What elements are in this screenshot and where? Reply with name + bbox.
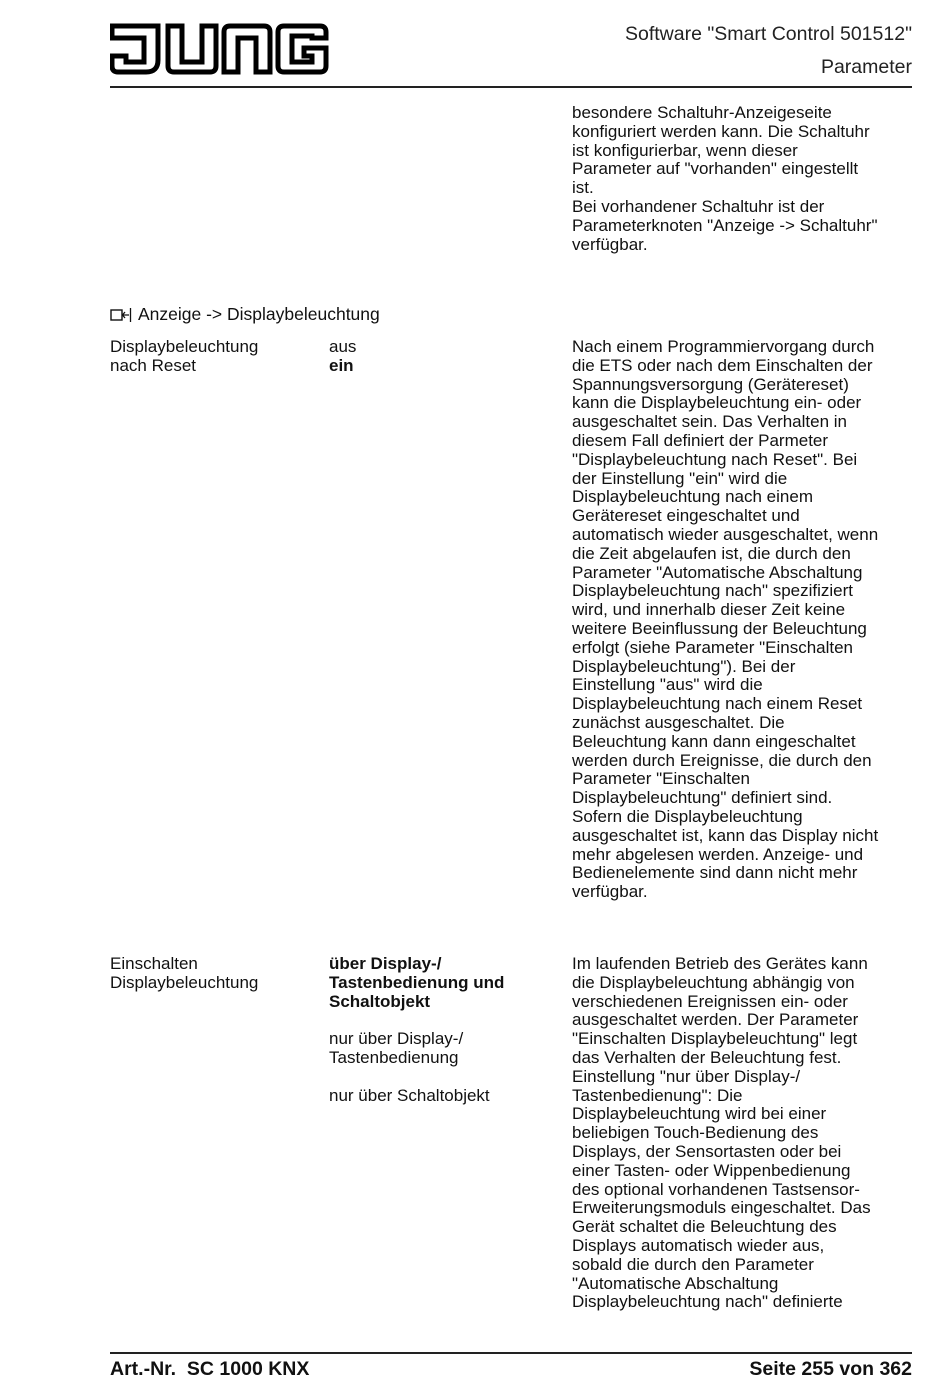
parameter-options: [329, 955, 559, 1124]
parameter-node-icon: [110, 307, 132, 323]
jung-logo: [110, 22, 330, 76]
section-heading: [110, 304, 380, 325]
intro-paragraph: besondere Schaltuhr-Anzeigeseite konfiguriert werden kann. Die Schaltuhr ist konfigurierbar, wenn dieser Parameter auf "vorhanden" eingestellt ist. Bei vorhandener Schaltuhr ist der Parameterknoten "Anzeige -> Schaltuhr" verfügbar.: [572, 103, 878, 254]
parameter-description: Nach einem Programmiervorgang durch die ETS oder nach dem Einschalten der Spannungsversorgung (Gerätereset) kann die Displaybeleuchtung ein- oder ausgeschaltet sein. Das Verhalten in diesem Fall definiert der Parmeter "Displaybeleuchtung nach Reset". Bei der Einstellung "ein" wird die Displaybeleuchtung nach einem Gerätereset eingeschaltet und automatisch wieder ausgeschaltet, wenn die Zeit abgelaufen ist, die durch den Parameter "Automatische Abschaltung Displaybeleuchtung nach" spezifiziert wird, und innerhalb dieser Zeit keine weitere Beeinflussung der Beleuchtung erfolgt (siehe Parameter "Einschalten Displaybeleuchtung"). Bei der Einstellung "aus" wird die Displaybeleuchtung nach einem Reset zunächst ausgeschaltet. Die Beleuchtung kann dann eingeschaltet werden durch Ereignisse, die durch den Parameter "Einschalten Displaybeleuchtung" definiert sind. Sofern die Displaybeleuchtung ausgeschaltet ist, kann das Display nicht mehr abgelesen werden. Anzeige- und Bedienelemente sind dann nicht mehr verfügbar.: [572, 337, 879, 902]
option-value: nur über Display-/ Tastenbedienung: [329, 1029, 464, 1067]
header-divider: [110, 86, 912, 88]
parameter-name: Einschalten Displaybeleuchtung: [110, 954, 259, 992]
option-value: aus: [329, 337, 357, 356]
page-number: Seite 255 von 362: [749, 1358, 912, 1380]
parameter-name: Displaybeleuchtung nach Reset: [110, 337, 259, 375]
document-section-title: Parameter: [820, 56, 912, 78]
option-value-default: über Display-/ Tastenbedienung und Schaltobjekt: [329, 954, 505, 1011]
option-value-default: ein: [329, 355, 354, 375]
parameter-options: [329, 338, 559, 376]
option-value: nur über Schaltobjekt: [329, 1085, 490, 1105]
section-heading-text: Anzeige -> Displaybeleuchtung: [138, 304, 380, 324]
article-number: Art.-Nr. SC 1000 KNX: [110, 1358, 310, 1380]
document-title: Software "Smart Control 501512": [625, 23, 912, 45]
parameter-description: Im laufenden Betrieb des Gerätes kann die Displaybeleuchtung abhängig von verschiedenen Ereignissen ein- oder ausgeschaltet werden. Der Parameter "Einschalten Displaybeleuchtung" legt das Verhalten der Beleuchtung fest. Einstellung "nur über Display-/ Tastenbedienung": Die Displaybeleuchtung wird bei einer beliebigen Touch-Bedienung des Displays, der Sensortasten oder bei einer Tasten- oder Wippenbedienung des optional vorhandenen Tastsensor- Erweiterungsmoduls eingeschaltet. Das Gerät schaltet die Beleuchtung des Displays automatisch wieder aus, sobald die durch den Parameter "Automatische Abschaltung Displaybeleuchtung nach" definierte: [572, 954, 871, 1312]
footer-divider: [110, 1352, 912, 1354]
